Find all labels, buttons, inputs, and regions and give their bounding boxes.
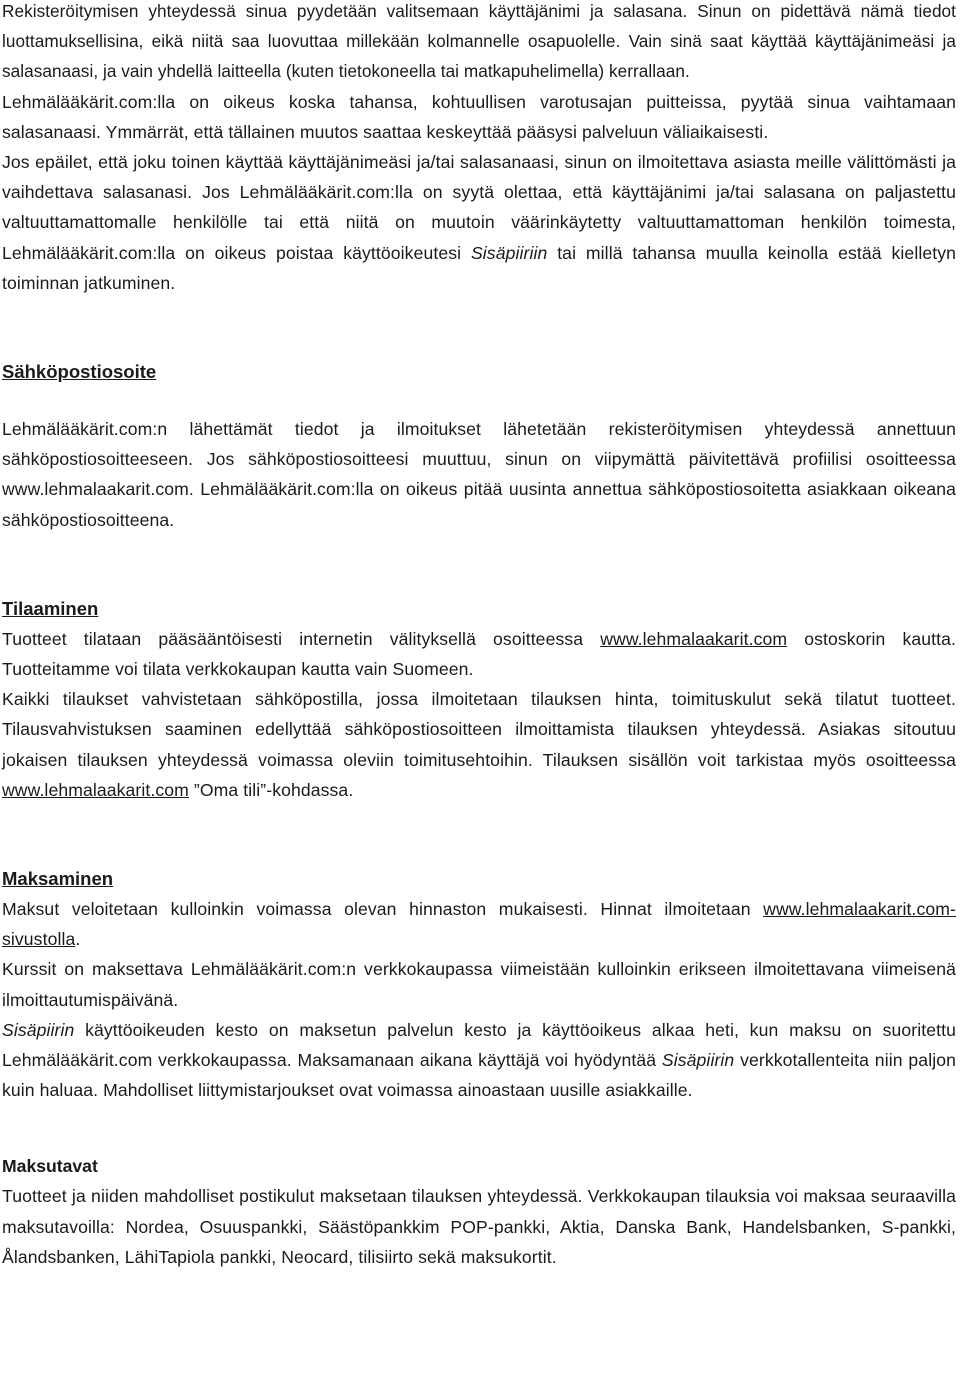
ordering-paragraph-2 <box>2 684 956 805</box>
payment-paragraph-1 <box>2 894 956 954</box>
ordering-account-link[interactable]: www.lehmalaakarit.com <box>2 779 189 800</box>
payment-p1-text-b: . <box>75 929 81 950</box>
payment-site-link[interactable]: www.lehmalaakarit.com-sivustolla <box>2 899 956 950</box>
payment-p3-text-b: verkkotallenteita niin paljon kuin haluaa. Mahdolliset liittymistarjoukset ovat voimassa ainoastaan uusille asiakkaille. <box>2 1050 956 1101</box>
sisapiirin-term-2: Sisäpiirin <box>661 1050 735 1071</box>
email-paragraph: Lehmälääkärit.com:n lähettämät tiedot ja ilmoitukset lähetetään rekisteröitymisen yhteydessä annettuun sähköpostiosoitteeseen. Jos sähköpostiosoitteesi muuttuu, sinun on viipymättä päivitettävä profiilisi osoitteessa www.lehmalaakarit.com. Lehmälääkärit.com:lla on oikeus pitää uusinta annettua sähköpostiosoitetta asiakkaan oikeana sähköpostiosoitteena. <box>2 419 956 530</box>
intro-paragraph-3 <box>2 147 956 298</box>
section-heading-payment: Maksaminen <box>2 868 114 890</box>
intro-paragraph-2: Lehmälääkärit.com:lla on oikeus koska tahansa, kohtuullisen varotusajan puitteissa, pyytää sinua vaihtamaan salasanaasi. Ymmärrät, että tällainen muutos saattaa keskeyttää pääsysi palveluun väliaikaisesti. <box>2 91 956 142</box>
sisapiiri-term: Sisäpiiriin <box>470 242 548 263</box>
intro-paragraph-3-text-b: tai millä tahansa muulla keinolla estää kielletyn toiminnan jatkuminen. <box>2 242 956 293</box>
intro-paragraph-3-text-a: Jos epäilet, että joku toinen käyttää käyttäjänimeäsi ja/tai salasanaasi, sinun on ilmoitettava asiasta meille välittömästi ja vaihdettava salasanasi. Jos Lehmälääkärit.com:lla on syytä olettaa, että käyttäjänimi ja/tai salasana on paljastettu valtuuttamattomalle henkilölle tai että niitä on muutoin väärinkäytetty valtuuttamattoman henkilön toimesta, Lehmälääkärit.com:lla on oikeus poistaa käyttöoikeutesi <box>2 152 956 263</box>
section-heading-email: Sähköpostiosoite <box>2 361 157 383</box>
ordering-site-link[interactable]: www.lehmalaakarit.com <box>600 628 788 649</box>
payment-paragraph-2: Kurssit on maksettava Lehmälääkärit.com:n verkkokaupassa viimeistään kulloinkin erikseen ilmoitettavana viimeisenä ilmoittautumispäivänä. <box>2 959 956 1010</box>
payment-paragraph-3 <box>2 1015 956 1106</box>
terms-document <box>2 0 956 1272</box>
ordering-p1-text-a: Tuotteet tilataan pääsääntöisesti internetin välityksellä osoitteessa <box>2 628 601 649</box>
payment-p3-text-a: käyttöoikeuden kesto on maksetun palvelun kesto ja käyttöoikeus alkaa heti, kun maksu on suoritettu Lehmälääkärit.com verkkokaupassa. Maksamanaan aikana käyttäjä voi hyödyntää <box>2 1019 956 1071</box>
ordering-p2-text-a: Kaikki tilaukset vahvistetaan sähköpostilla, jossa ilmoitetaan tilauksen hinta, toimituskulut sekä tilatut tuotteet. Tilausvahvistuksen saaminen edellyttää sähköpostiosoitteen ilmoittamista tilauksen yhteydessä. Asiakas sitoutuu jokaisen tilauksen yhteydessä voimassa oleviin toimitusehtoihin. Tilauksen sisällön voit tarkistaa myös osoitteessa <box>2 689 956 770</box>
payment-methods-paragraph: Tuotteet ja niiden mahdolliset postikulut maksetaan tilauksen yhteydessä. Verkkokaupan tilauksia voi maksaa seuraavilla maksutavoilla: Nordea, Osuuspankki, Säästöpankkim POP-pankki, Aktia, Danska Bank, Handelsbanken, S-pankki, Ålandsbanken, LähiTapiola pankki, Neocard, tilisiirto sekä maksukortit. <box>2 1186 956 1267</box>
payment-p1-text-a: Maksut veloitetaan kulloinkin voimassa olevan hinnaston mukaisesti. Hinnat ilmoitetaan <box>2 899 764 920</box>
ordering-p1-text-b: ostoskorin kautta. Tuotteitamme voi tilata verkkokaupan kautta vain Suomeen. <box>2 628 956 680</box>
sisapiirin-term-1: Sisäpiirin <box>2 1019 75 1040</box>
ordering-p2-text-b: ”Oma tili”-kohdassa. <box>188 779 354 800</box>
ordering-paragraph-1 <box>2 624 956 684</box>
intro-paragraph-1: Rekisteröitymisen yhteydessä sinua pyydetään valitsemaan käyttäjänimi ja salasana. Sinun on pidettävä nämä tiedot luottamuksellisina, eikä niitä saa luovuttaa millekään kolmannelle osapuolelle. Vain sinä saat käyttää käyttäjänimeäsi ja salasanaasi, ja vain yhdellä laitteella (kuten tietokoneella tai matkapuhelimella) kerrallaan. <box>2 1 956 82</box>
section-heading-ordering: Tilaaminen <box>2 597 99 619</box>
section-heading-payment-methods: Maksutavat <box>2 1156 98 1177</box>
